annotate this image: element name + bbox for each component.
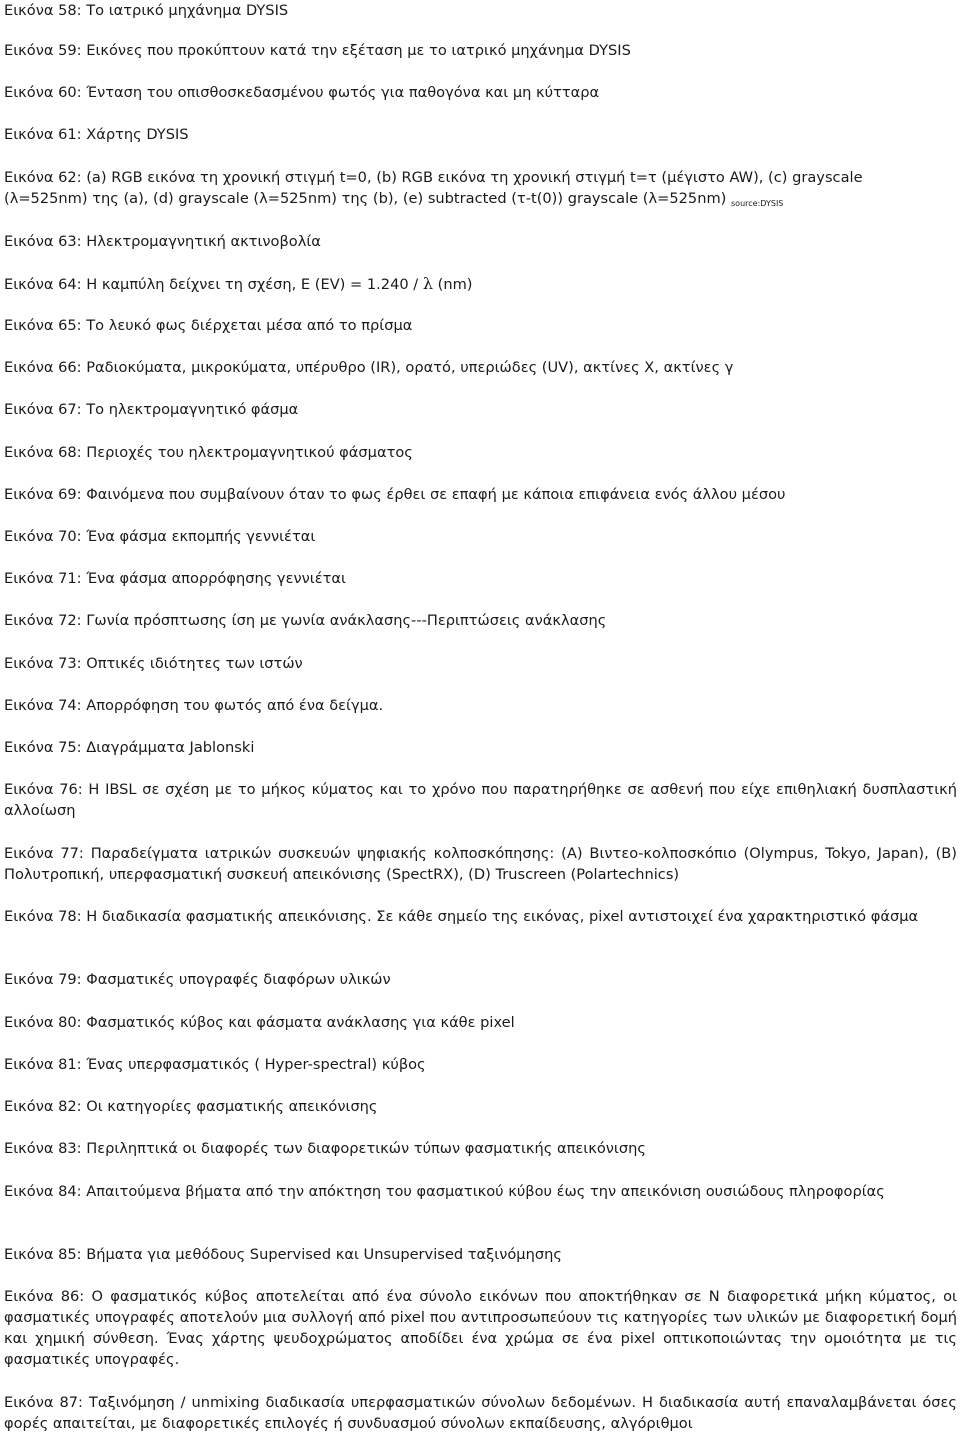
caption-86: Εικόνα 86: Ο φασματικός κύβος αποτελείται από ένα σύνολο εικόνων που αποκτήθηκαν σε N διαφορετικά μήκη κύματος, οι φασματικές υπογραφές αποτελούν μια συλλογή από pixel που αντιπροσωπεύουν τις κατηγορίες των υλικών με διαφορετική δομή και χημική σύνθεση. Ένας χάρτης ψευδοχρώματος αποδίδει ένα χρώμα σε ένα pixel οπτικοποιώντας την ομοιότητα με τις φασματικές υπογραφές. <box>4 1288 957 1368</box>
caption-84: Εικόνα 84: Απαιτούμενα βήματα από την απόκτηση του φασματικού κύβου έως την απεικόνιση ουσιώδους πληροφορίας <box>4 1183 885 1200</box>
caption-81: Εικόνα 81: Ένας υπερφασματικός ( Hyper-spectral) κύβος <box>4 1056 426 1073</box>
caption-60: Εικόνα 60: Ένταση του οπισθοσκεδασμένου φωτός για παθογόνα και μη κύτταρα <box>4 84 600 101</box>
caption-59: Εικόνα 59: Εικόνες που προκύπτουν κατά την εξέταση με το ιατρικό μηχάνημα DYSIS <box>4 42 631 59</box>
caption-63: Εικόνα 63: Ηλεκτρομαγνητική ακτινοβολία <box>4 233 321 250</box>
caption-62-text: (λ=525nm) της (a), (d) grayscale (λ=525nm) της (b), (e) subtracted (τ-t(0)) grayscale (λ=525nm) <box>4 190 727 207</box>
caption-73: Εικόνα 73: Οπτικές ιδιότητες των ιστών <box>4 655 303 672</box>
caption-67: Εικόνα 67: Το ηλεκτρομαγνητικό φάσμα <box>4 401 299 418</box>
caption-58: Εικόνα 58: Το ιατρικό μηχάνημα DYSIS <box>4 2 289 19</box>
caption-71: Εικόνα 71: Ένα φάσμα απορρόφησης γεννιέται <box>4 570 346 587</box>
caption-83: Εικόνα 83: Περιληπτικά οι διαφορές των διαφορετικών τύπων φασματικής απεικόνισης <box>4 1140 646 1157</box>
caption-68: Εικόνα 68: Περιοχές του ηλεκτρομαγνητικού φάσματος <box>4 444 413 461</box>
caption-66: Εικόνα 66: Ραδιοκύματα, μικροκύματα, υπέρυθρο (IR), ορατό, υπεριώδες (UV), ακτίνες X, ακτίνες γ <box>4 359 734 376</box>
caption-79: Εικόνα 79: Φασματικές υπογραφές διαφόρων υλικών <box>4 971 391 988</box>
caption-64-unit: (nm) <box>433 276 473 293</box>
caption-62-line-2 <box>4 188 956 214</box>
caption-76: Εικόνα 76: H IBSL σε σχέση με το μήκος κύματος και το χρόνο που παρατηρήθηκε σε ασθενή που είχε επιθηλιακή δυσπλαστική αλλοίωση <box>4 781 957 819</box>
caption-70: Εικόνα 70: Ένα φάσμα εκπομπής γεννιέται <box>4 528 316 545</box>
lambda-symbol: λ <box>422 274 433 293</box>
caption-87: Εικόνα 87: Ταξινόμηση / unmixing διαδικασία υπερφασματικών σύνολων δεδομένων. Η διαδικασία αυτή επαναλαμβάνεται όσες φορές απαιτείται, με διαφορετικές επιλογές ή συνδυασμού σύνολων εκπαίδευσης, αλγόριθμοι <box>4 1394 957 1432</box>
caption-77: Εικόνα 77: Παραδείγματα ιατρικών συσκευών ψηφιακής κολποσκόπησης: (A) Βιντεο-κολποσκόπιο (Olympus, Tokyo, Japan), (B) Πολυτροπική, υπερφασματική συσκευή απεικόνισης (SpectRX), (D) Truscreen (Polartechnics) <box>4 845 957 883</box>
caption-72: Εικόνα 72: Γωνία πρόσπτωσης ίση με γωνία ανάκλασης---Περιπτώσεις ανάκλασης <box>4 612 607 629</box>
caption-62-line-1: Εικόνα 62: (a) RGB εικόνα τη χρονική στιγμή t=0, (b) RGB εικόνα τη χρονική στιγμή t=τ (μέγιστο AW), (c) grayscale <box>4 169 863 186</box>
caption-82: Εικόνα 82: Οι κατηγορίες φασματικής απεικόνισης <box>4 1098 378 1115</box>
caption-64-text: Εικόνα 64: Η καμπύλη δείχνει τη σχέση, E (EV) = 1.240 / <box>4 276 423 293</box>
caption-74: Εικόνα 74: Απορρόφηση του φωτός από ένα δείγμα. <box>4 697 384 714</box>
caption-61: Εικόνα 61: Χάρτης DYSIS <box>4 126 189 143</box>
caption-78: Εικόνα 78: Η διαδικασία φασματικής απεικόνισης. Σε κάθε σημείο της εικόνας, pixel αντιστοιχεί ένα χαρακτηριστικό φάσμα <box>4 908 919 925</box>
caption-62-source: source:DYSIS <box>731 199 784 208</box>
caption-75: Εικόνα 75: Διαγράμματα Jablonski <box>4 739 255 756</box>
caption-64 <box>4 273 956 295</box>
caption-65: Εικόνα 65: Το λευκό φως διέρχεται μέσα από το πρίσμα <box>4 317 413 334</box>
caption-69: Εικόνα 69: Φαινόμενα που συμβαίνουν όταν το φως έρθει σε επαφή με κάποια επιφάνεια ενός άλλου μέσου <box>4 486 786 503</box>
caption-80: Εικόνα 80: Φασματικός κύβος και φάσματα ανάκλασης για κάθε pixel <box>4 1014 515 1031</box>
caption-85: Εικόνα 85: Βήματα για μεθόδους Supervised και Unsupervised ταξινόμησης <box>4 1246 562 1263</box>
